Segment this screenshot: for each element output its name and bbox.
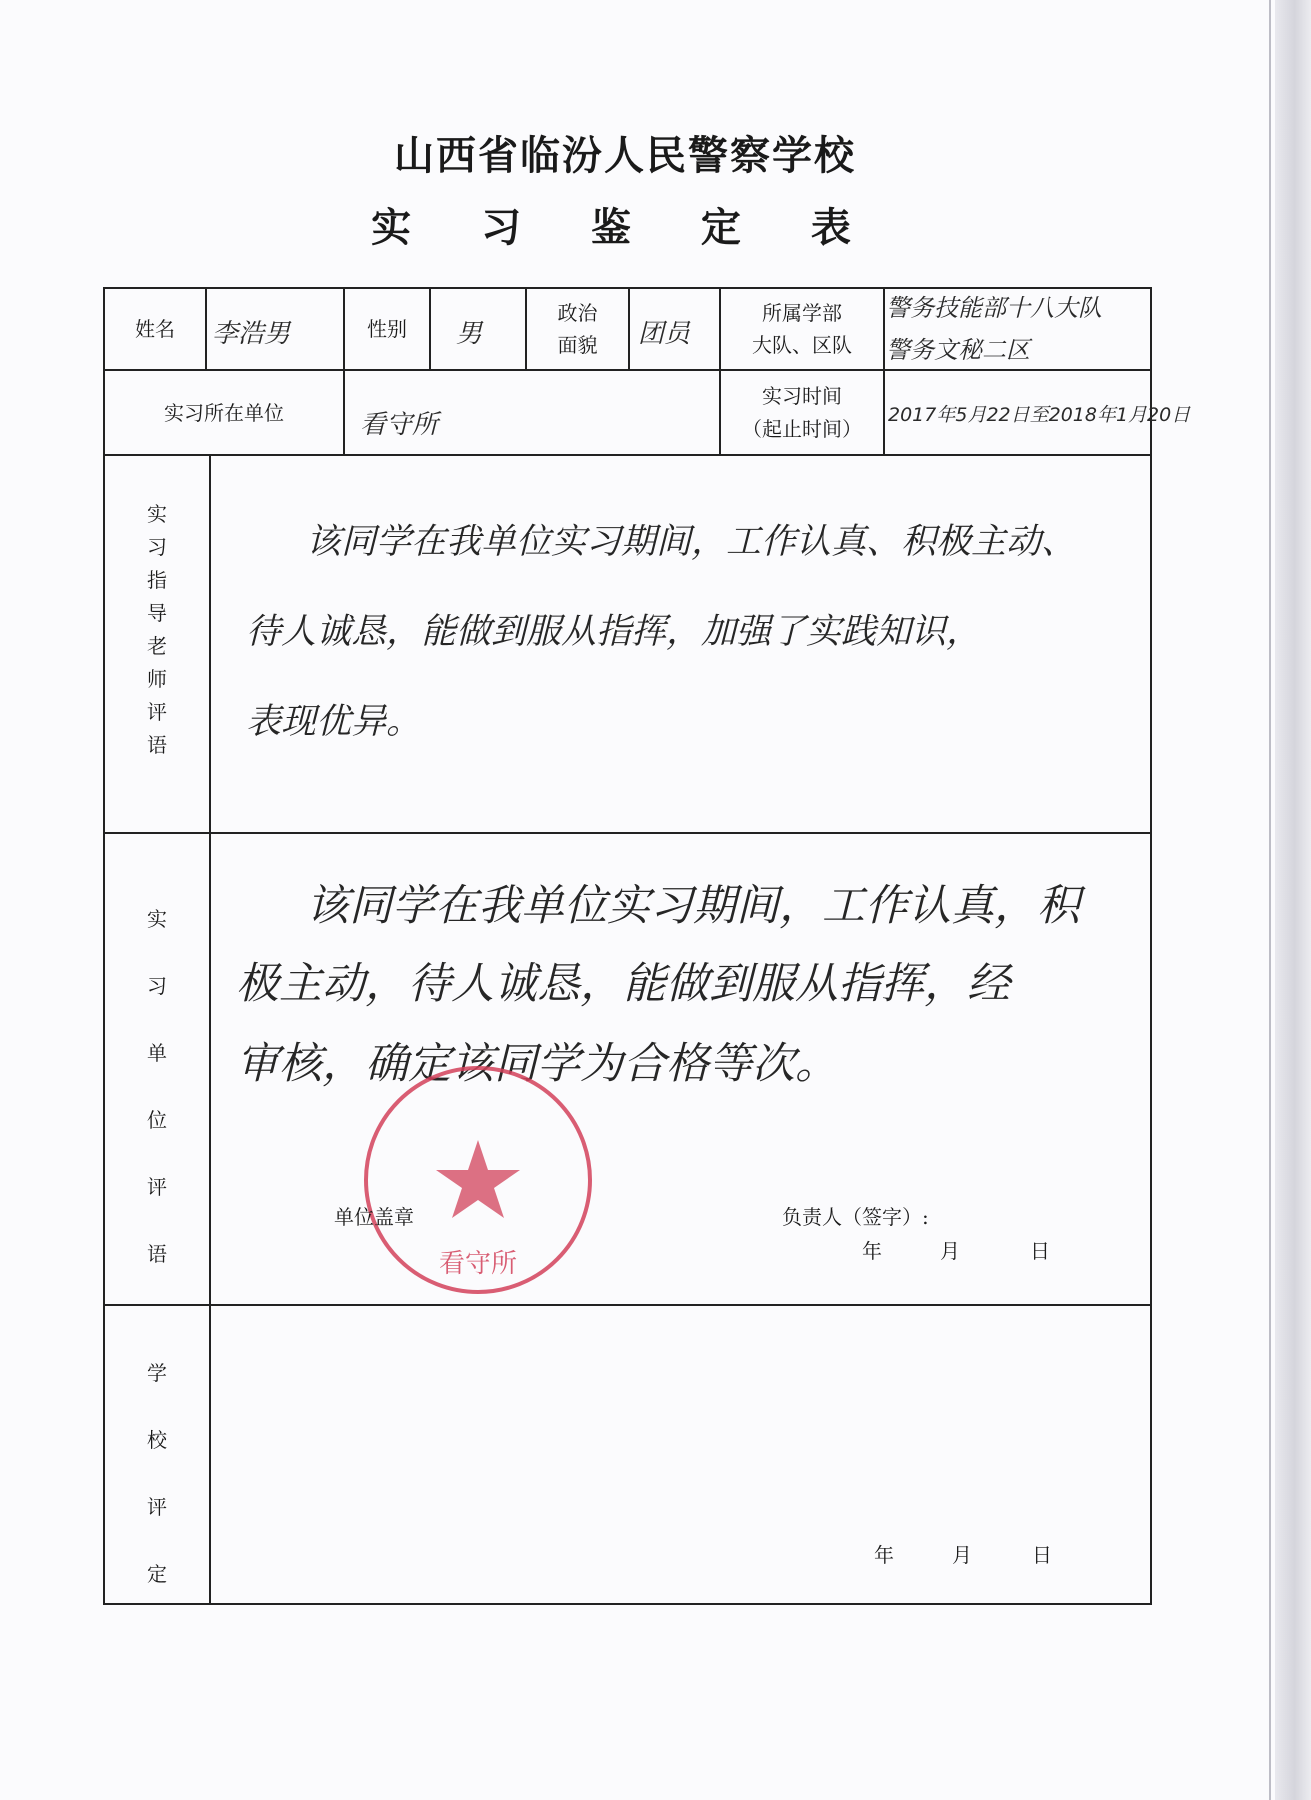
political-value: 团员	[638, 319, 691, 349]
unit-date-month: 月	[940, 1239, 960, 1263]
teacher-comment-line2: 待人诚恳，能做到服从指挥，加强了实践知识，	[246, 612, 982, 652]
unit-date-year: 年	[862, 1239, 882, 1263]
dept-label-line2: 大队、区队	[752, 333, 852, 357]
unit-comment-line2: 极主动，待人诚恳，能做到服从指挥，经	[236, 959, 1010, 1009]
page-edge	[1275, 0, 1311, 1800]
document-title: 山西省临汾人民警察学校	[394, 133, 856, 179]
page-edge-line	[1269, 0, 1271, 1800]
school-date-day: 日	[1032, 1543, 1052, 1567]
teacher-comment-label: 实 习 指 导 老 师 评 语	[147, 502, 167, 757]
name-value: 李浩男	[212, 319, 291, 349]
teacher-comment-line1: 该同学在我单位实习期间，工作认真、积极主动、	[306, 522, 1077, 562]
school-date-month: 月	[952, 1543, 972, 1567]
school-evaluation-label: 学 校 评 定	[147, 1361, 167, 1586]
political-label-line2: 面貌	[557, 333, 598, 357]
political-label-line1: 政治	[557, 301, 598, 325]
unit-seal-stamp	[360, 1062, 596, 1298]
school-date-year: 年	[874, 1543, 894, 1567]
unit-date-day: 日	[1030, 1239, 1050, 1263]
unit-seal-label: 单位盖章	[334, 1205, 414, 1229]
teacher-comment-line3: 表现优异。	[246, 702, 422, 742]
internship-time-label-line2: （起止时间）	[742, 417, 862, 441]
dept-value-line2: 警务文秘二区	[886, 336, 1030, 364]
unit-comment-line1: 该同学在我单位实习期间，工作认真，积	[306, 881, 1080, 931]
internship-time-label-line1: 实习时间	[762, 384, 842, 408]
internship-time-value: 2017年5月22日至2018年1月20日	[888, 404, 1191, 426]
signer-label: 负责人（签字）:	[782, 1205, 929, 1229]
stamp-text: 看守所	[438, 1249, 518, 1279]
unit-comment-line3: 审核，确定该同学为合格等次。	[236, 1039, 838, 1089]
internship-unit-value: 看守所	[360, 410, 439, 440]
internship-unit-label: 实习所在单位	[164, 401, 284, 425]
gender-value: 男	[456, 319, 483, 349]
dept-value-line1: 警务技能部十八大队	[886, 294, 1102, 322]
document-subtitle: 实 习 鉴 定 表	[371, 205, 879, 251]
gender-label: 性别	[367, 317, 407, 341]
name-label: 姓名	[135, 317, 175, 341]
unit-comment-label: 实 习 单 位 评 语	[147, 907, 167, 1266]
dept-label-line1: 所属学部	[762, 301, 842, 325]
